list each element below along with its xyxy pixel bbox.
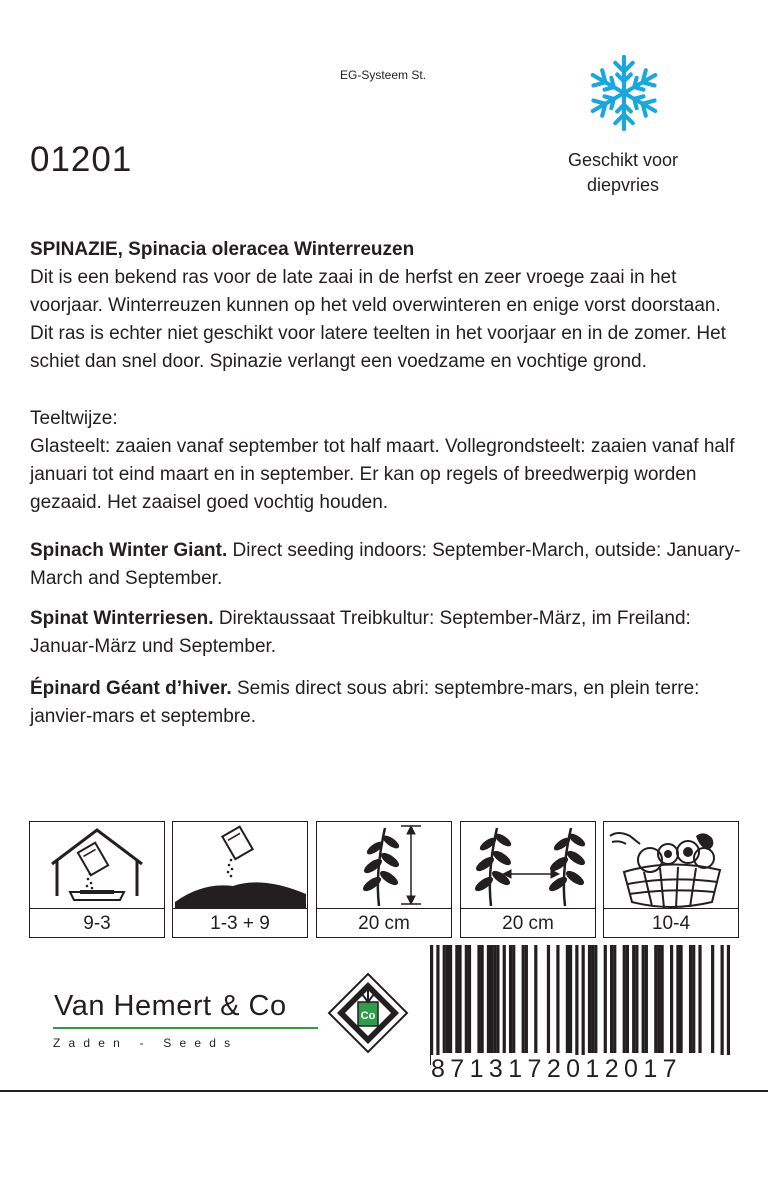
barcode-bar bbox=[430, 945, 433, 1065]
barcode-bar bbox=[591, 945, 594, 1053]
translation-title: Spinat Winterriesen. bbox=[30, 608, 214, 629]
barcode-bar bbox=[657, 945, 660, 1053]
harvest-basket-icon bbox=[604, 822, 737, 908]
barcode-bar bbox=[503, 945, 506, 1053]
barcode-bar bbox=[626, 945, 629, 1053]
description-text: Dit is een bekend ras voor de late zaai in de herfst en zeer vroege zaai in het voorjaar. Winterreuzen kunnen op het veld overwinteren en enige vorst doorstaan. Dit ras is echter niet geschikt voor latere teelten in het voorjaar en in de zomer. Het schiet dan snel door. Spinazie verlangt een voedzame en vochtige grond. bbox=[30, 267, 726, 372]
barcode-bar bbox=[525, 945, 528, 1053]
translation-text: Semis direct sous abri: septembre-mars, en plein terre: janvier-mars et septembre. bbox=[30, 678, 700, 727]
cultivation-block bbox=[30, 405, 742, 517]
icon-tile-harvest bbox=[603, 821, 739, 938]
barcode-bar bbox=[727, 945, 730, 1065]
translation-text: Direct seeding indoors: September-March, outside: January-March and September. bbox=[30, 540, 741, 589]
barcode-bar bbox=[711, 945, 714, 1053]
barcode-bar bbox=[623, 945, 626, 1053]
barcode-bar bbox=[692, 945, 695, 1053]
icon-label: 9-3 bbox=[30, 908, 164, 938]
brand-divider bbox=[53, 1027, 318, 1029]
icon-tile-height bbox=[316, 821, 452, 938]
plant-height-icon bbox=[317, 822, 450, 908]
freezer-label: Geschikt voor diepvries bbox=[567, 150, 679, 195]
barcode-bar bbox=[642, 945, 645, 1053]
description-title: SPINAZIE, Spinacia oleracea Winterreuzen bbox=[30, 239, 415, 260]
barcode-bar bbox=[477, 945, 480, 1053]
barcode-bar bbox=[670, 945, 673, 1053]
barcode-bar bbox=[588, 945, 591, 1053]
brand-emblem-icon bbox=[327, 972, 409, 1054]
icon-tile-greenhouse bbox=[29, 821, 165, 938]
translation-fr bbox=[30, 675, 742, 731]
barcode-bar bbox=[654, 945, 657, 1053]
barcode-bar bbox=[468, 945, 471, 1053]
barcode-bar bbox=[547, 945, 550, 1053]
translation-en bbox=[30, 537, 742, 593]
cultivation-text: Glasteelt: zaaien vanaf september tot half maart. Vollegrondsteelt: zaaien vanaf half januari tot eind maart en in september. Er kan op regels of breedwerpig worden gezaaid. Het zaaisel goed vochtig houden. bbox=[30, 436, 735, 513]
barcode-bar bbox=[436, 945, 439, 1065]
icon-label: 10-4 bbox=[604, 908, 738, 938]
barcode-bar bbox=[512, 945, 515, 1053]
brand-tagline: Zaden - Seeds bbox=[53, 1036, 239, 1050]
barcode-bar bbox=[496, 945, 499, 1053]
translation-de bbox=[30, 605, 742, 661]
barcode-bar bbox=[465, 945, 468, 1053]
icon-label: 1-3 + 9 bbox=[173, 908, 307, 938]
barcode-bar bbox=[679, 945, 682, 1053]
article-number: 01201 bbox=[30, 140, 133, 179]
translation-title: Épinard Géant d’hiver. bbox=[30, 678, 232, 699]
cultivation-heading: Teeltwijze: bbox=[30, 408, 118, 429]
barcode bbox=[430, 945, 730, 1065]
barcode-bar bbox=[481, 945, 484, 1053]
translation-text: Direktaussaat Treibkultur: September-März, im Freiland: Januar-März und September. bbox=[30, 608, 691, 657]
brand-name: Van Hemert & Co bbox=[54, 990, 287, 1022]
barcode-bar bbox=[575, 945, 578, 1065]
certification-text: EG-Systeem St. bbox=[340, 68, 427, 82]
barcode-bar bbox=[721, 945, 724, 1065]
icon-label: 20 cm bbox=[461, 908, 595, 938]
barcode-bar bbox=[594, 945, 597, 1053]
barcode-bar bbox=[689, 945, 692, 1053]
icon-label: 20 cm bbox=[317, 908, 451, 938]
barcode-bar bbox=[566, 945, 569, 1053]
outdoor-sowing-icon bbox=[173, 822, 306, 908]
barcode-bar bbox=[676, 945, 679, 1053]
barcode-bar bbox=[556, 945, 559, 1053]
barcode-bar bbox=[534, 945, 537, 1053]
barcode-bar bbox=[604, 945, 607, 1053]
barcode-bar bbox=[632, 945, 635, 1053]
barcode-bar bbox=[493, 945, 496, 1053]
barcode-bar bbox=[569, 945, 572, 1053]
barcode-bar bbox=[635, 945, 638, 1053]
barcode-bar bbox=[610, 945, 613, 1053]
description-block bbox=[30, 236, 742, 376]
greenhouse-sowing-icon bbox=[30, 822, 163, 908]
barcode-bar bbox=[458, 945, 461, 1053]
bottom-rule bbox=[0, 1090, 768, 1092]
icon-tile-outdoor bbox=[172, 821, 308, 938]
barcode-bar bbox=[487, 945, 490, 1053]
barcode-bar bbox=[455, 945, 458, 1053]
translation-title: Spinach Winter Giant. bbox=[30, 540, 228, 561]
snowflake-icon bbox=[585, 53, 663, 133]
barcode-bar bbox=[582, 945, 585, 1065]
barcode-bar bbox=[443, 945, 446, 1053]
svg-text:Co: Co bbox=[360, 1010, 376, 1022]
barcode-digits: 8713172012017 bbox=[431, 1055, 731, 1084]
barcode-bar bbox=[446, 945, 449, 1053]
plant-spacing-icon bbox=[461, 822, 594, 908]
barcode-bar bbox=[645, 945, 648, 1053]
barcode-bar bbox=[661, 945, 664, 1053]
icon-tile-spacing bbox=[460, 821, 596, 938]
barcode-bar bbox=[449, 945, 452, 1053]
barcode-bar bbox=[490, 945, 493, 1053]
barcode-bar bbox=[613, 945, 616, 1053]
barcode-bar bbox=[509, 945, 512, 1053]
barcode-bar bbox=[698, 945, 701, 1053]
barcode-bar bbox=[522, 945, 525, 1053]
